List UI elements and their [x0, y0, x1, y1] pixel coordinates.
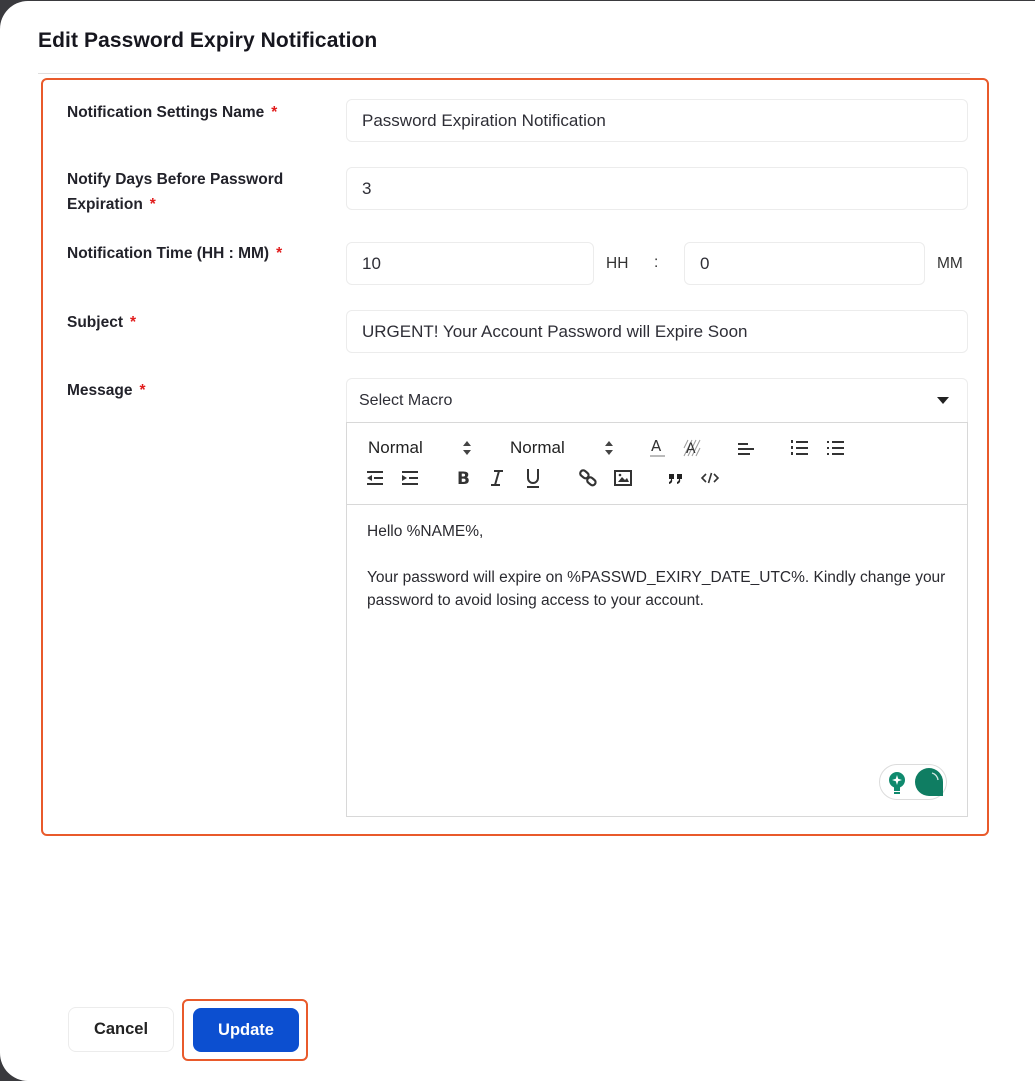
size-select-updown-icon — [604, 441, 614, 455]
italic-icon[interactable] — [487, 467, 507, 489]
message-body-greeting: Hello %NAME%, — [367, 523, 484, 540]
notify-days-label — [67, 167, 283, 217]
settings-name-value: Password Expiration Notification — [362, 110, 606, 130]
hours-input[interactable] — [346, 242, 594, 285]
assistant-bubble-icon — [914, 767, 944, 802]
notify-days-value: 3 — [362, 178, 372, 198]
bullet-list-icon[interactable] — [825, 436, 847, 458]
required-marker: * — [271, 104, 278, 121]
hours-value: 10 — [362, 253, 381, 273]
settings-name-label — [67, 100, 277, 125]
notification-time-label — [67, 241, 282, 266]
settings-name-input[interactable] — [346, 99, 968, 142]
cancel-button-label: Cancel — [93, 1020, 149, 1038]
update-button[interactable] — [193, 1008, 299, 1052]
settings-name-label-text: Notification Settings Name — [67, 104, 265, 121]
image-icon[interactable] — [612, 467, 634, 489]
title-divider — [38, 73, 970, 74]
svg-text:B: B — [457, 469, 470, 488]
update-button-label: Update — [218, 1020, 274, 1039]
minutes-input[interactable] — [684, 242, 925, 285]
header-select-value: Normal — [368, 438, 423, 457]
cancel-button[interactable] — [68, 1007, 174, 1052]
outdent-icon[interactable] — [364, 467, 386, 489]
select-macro-dropdown[interactable] — [346, 378, 968, 422]
svg-text:A: A — [686, 441, 696, 457]
notify-days-input[interactable] — [346, 167, 968, 210]
bold-icon[interactable] — [453, 467, 473, 489]
message-label-text: Message — [67, 382, 133, 399]
edit-notification-dialog — [0, 1, 1035, 1081]
link-icon[interactable] — [577, 467, 599, 489]
hours-unit-label: HH — [606, 255, 629, 272]
required-marker: * — [276, 245, 283, 262]
align-left-icon[interactable] — [735, 437, 757, 459]
size-select[interactable] — [510, 437, 565, 459]
font-color-icon[interactable] — [647, 435, 669, 461]
svg-text:A: A — [651, 437, 662, 455]
minutes-value: 0 — [700, 253, 710, 273]
message-body-text: Your password will expire on %PASSWD_EXIRY_DATE_UTC%. Kindly change your password to avoid losing access to your account. — [367, 569, 946, 609]
message-label — [67, 378, 146, 403]
time-separator: : — [654, 254, 659, 271]
required-marker: * — [149, 196, 156, 213]
grammar-assistant-badge[interactable] — [879, 764, 947, 800]
underline-icon[interactable] — [523, 467, 543, 489]
notification-time-label-text: Notification Time (HH : MM) — [67, 245, 270, 262]
required-marker: * — [129, 314, 137, 331]
required-marker: * — [139, 382, 146, 399]
select-macro-value: Select Macro — [359, 391, 453, 409]
header-select-updown-icon — [462, 441, 472, 455]
notify-days-label-line1: Notify Days Before Password — [67, 171, 284, 188]
notify-days-label-line2: Expiration — [67, 196, 143, 213]
subject-label-text: Subject — [67, 314, 123, 331]
header-select[interactable] — [368, 437, 423, 459]
ordered-list-icon[interactable] — [789, 436, 811, 458]
blockquote-icon[interactable] — [665, 467, 687, 489]
lightbulb-icon — [888, 771, 906, 800]
caret-down-icon — [937, 397, 949, 404]
minutes-unit-label: MM — [937, 255, 963, 272]
indent-icon[interactable] — [399, 467, 421, 489]
subject-value: URGENT! Your Account Password will Expire Soon — [362, 321, 748, 341]
dialog-title: Edit Password Expiry Notification — [38, 29, 378, 52]
subject-label — [67, 310, 136, 335]
editor-toolbar — [346, 422, 968, 505]
subject-input[interactable] — [346, 310, 968, 353]
background-color-icon[interactable] — [681, 435, 703, 461]
code-block-icon[interactable] — [699, 467, 721, 489]
size-select-value: Normal — [510, 438, 565, 457]
message-editor[interactable] — [346, 505, 968, 817]
